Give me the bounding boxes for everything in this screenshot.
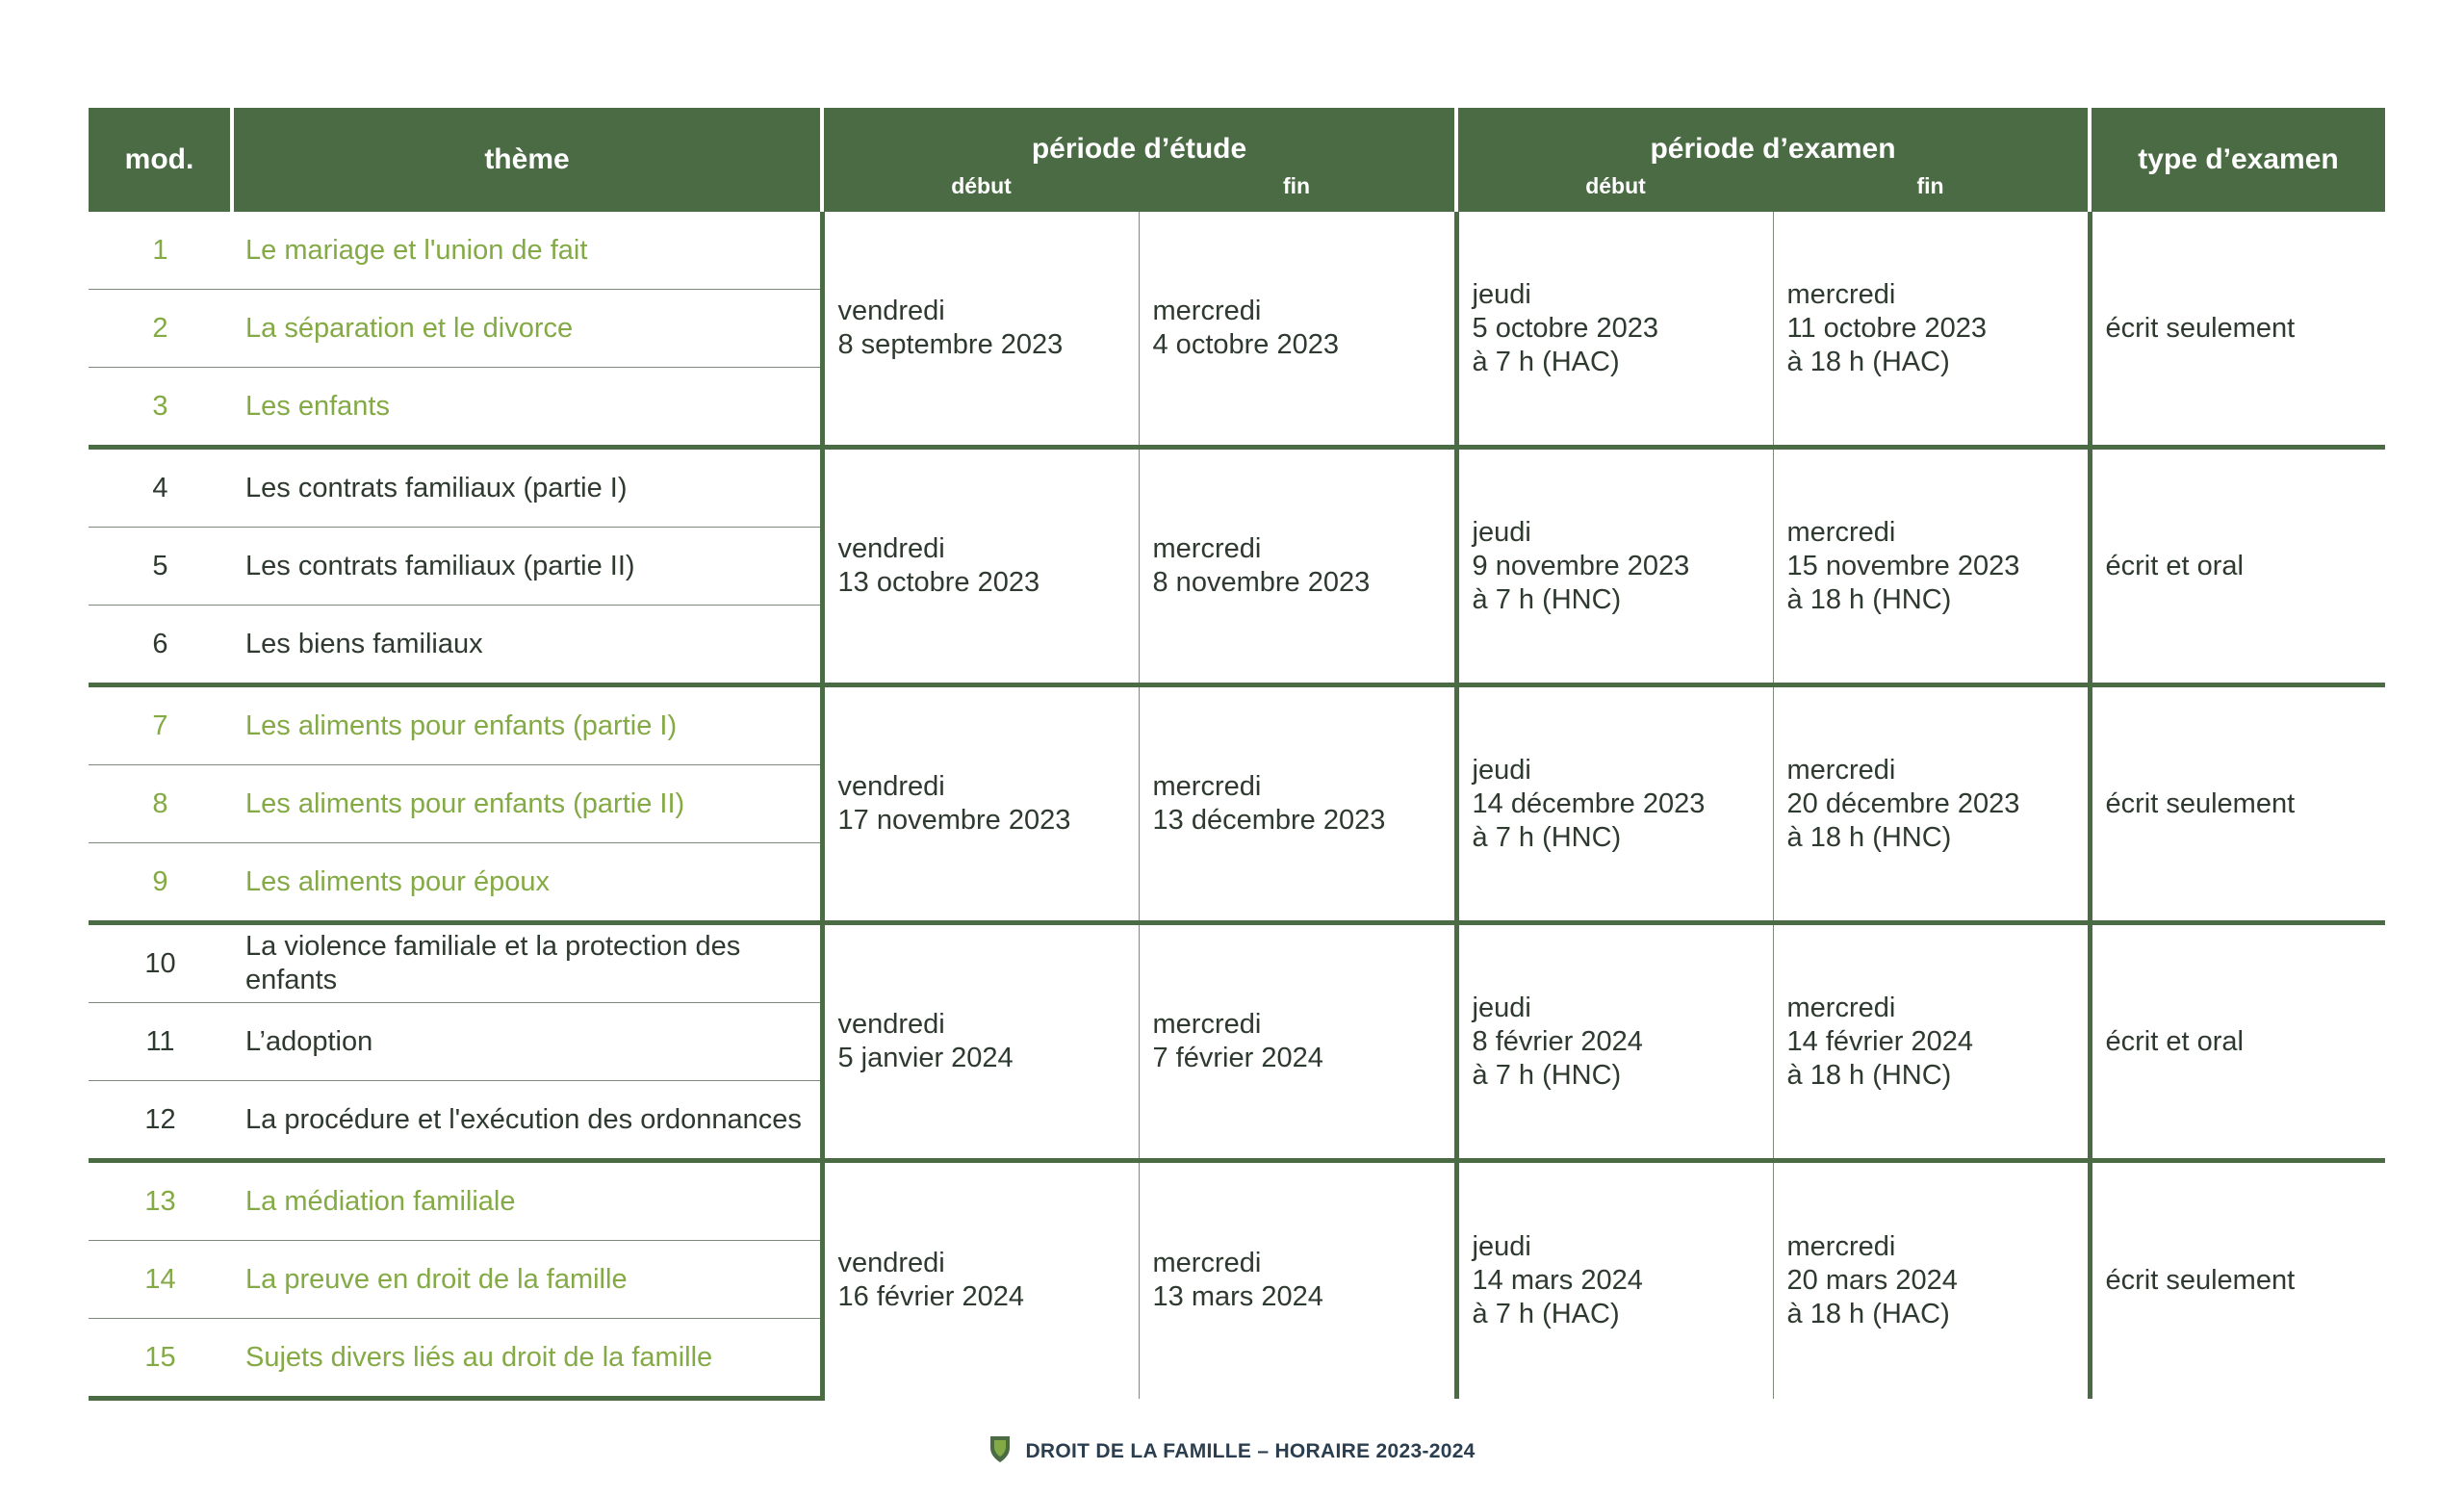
- study-start-date-line: 5 janvier 2024: [837, 1043, 1014, 1073]
- exam-end-date-line: 20 mars 2024: [1786, 1264, 1958, 1296]
- module-number: 5: [89, 528, 232, 606]
- study-start-date-line: 13 octobre 2023: [837, 567, 1040, 598]
- module-theme: Les contrats familiaux (partie II): [232, 528, 822, 606]
- exam-start-date-line: jeudi: [1472, 516, 1531, 548]
- exam-type: écrit et oral: [2090, 448, 2385, 685]
- module-number: 7: [89, 685, 232, 765]
- schedule-body: [89, 212, 2385, 1399]
- module-number: 8: [89, 765, 232, 843]
- study-start-date: [822, 212, 1139, 448]
- study-end-date-line: mercredi: [1152, 1009, 1262, 1040]
- exam-end-date: [1773, 1161, 2090, 1399]
- exam-start-date: [1456, 923, 1773, 1161]
- shield-leaf-icon: [988, 1434, 1012, 1469]
- exam-end-date-line: 20 décembre 2023: [1786, 787, 2020, 819]
- exam-end-date-line: 11 octobre 2023: [1786, 312, 1987, 344]
- study-end-date: [1139, 212, 1456, 448]
- module-number: 4: [89, 448, 232, 528]
- study-start-date: [822, 923, 1139, 1161]
- exam-start-date-line: à 7 h (HNC): [1472, 583, 1622, 615]
- exam-end-date: [1773, 212, 2090, 448]
- exam-start-date-line: 9 novembre 2023: [1472, 550, 1690, 581]
- study-start-date: [822, 448, 1139, 685]
- exam-type: écrit seulement: [2090, 1161, 2385, 1399]
- exam-start-date-line: à 7 h (HAC): [1472, 346, 1620, 377]
- module-number: 12: [89, 1081, 232, 1161]
- table-row: [89, 923, 2385, 1003]
- exam-end-date-line: mercredi: [1786, 1230, 1896, 1262]
- module-number: 1: [152, 234, 168, 266]
- exam-start-date-line: à 7 h (HAC): [1472, 1298, 1620, 1329]
- module-theme: La violence familiale et la protection des enfants: [232, 923, 822, 1003]
- exam-start-date: [1456, 212, 1773, 448]
- schedule-table: [89, 108, 2385, 1401]
- header-study-period: période d’étude: [822, 108, 1456, 171]
- study-end-date-line: mercredi: [1152, 771, 1262, 802]
- exam-end-date-line: mercredi: [1786, 992, 1896, 1023]
- exam-end-date: [1773, 923, 2090, 1161]
- exam-end-date: [1773, 685, 2090, 923]
- table-row: [89, 212, 2385, 290]
- header-exam-end: fin: [1773, 171, 2090, 212]
- module-number: 3: [89, 368, 232, 448]
- study-start-date-line: vendredi: [837, 533, 945, 564]
- exam-start-date: [1456, 1161, 1773, 1399]
- header-theme: thème: [232, 108, 822, 212]
- table-row: [89, 1161, 2385, 1241]
- study-end-date-line: 8 novembre 2023: [1152, 567, 1371, 598]
- exam-start-date-line: à 7 h (HNC): [1472, 821, 1622, 853]
- study-start-date: [822, 1161, 1139, 1399]
- exam-start-date-line: 5 octobre 2023: [1472, 312, 1658, 344]
- study-end-date-line: mercredi: [1152, 296, 1262, 326]
- module-theme: La médiation familiale: [232, 1161, 822, 1241]
- module-number: 13: [89, 1161, 232, 1241]
- exam-start-date-line: jeudi: [1472, 992, 1531, 1023]
- study-end-date-line: 13 décembre 2023: [1152, 805, 1386, 836]
- exam-start-date-line: 8 février 2024: [1472, 1025, 1643, 1057]
- study-end-date: [1139, 685, 1456, 923]
- module-number: 6: [89, 606, 232, 685]
- module-theme: Les aliments pour époux: [232, 843, 822, 923]
- exam-start-date-line: à 7 h (HNC): [1472, 1059, 1622, 1091]
- header-study-start: début: [822, 171, 1139, 212]
- exam-end-date-line: à 18 h (HNC): [1786, 583, 1952, 615]
- module-number: 15: [89, 1319, 232, 1399]
- header-study-end: fin: [1139, 171, 1456, 212]
- exam-start-date-line: jeudi: [1472, 278, 1531, 310]
- footer-title: DROIT DE LA FAMILLE – HORAIRE 2023-2024: [1025, 1440, 1476, 1462]
- exam-end-date-line: à 18 h (HAC): [1786, 346, 1950, 377]
- module-number: 9: [89, 843, 232, 923]
- table-row: [89, 685, 2385, 765]
- exam-start-date: [1456, 685, 1773, 923]
- module-theme: La procédure et l'exécution des ordonnances: [232, 1081, 822, 1161]
- study-start-date-line: vendredi: [837, 771, 945, 802]
- table-row: [89, 448, 2385, 528]
- study-start-date: [822, 685, 1139, 923]
- exam-end-date-line: 14 février 2024: [1786, 1025, 1973, 1057]
- module-theme: La séparation et le divorce: [232, 290, 822, 368]
- study-start-date-line: vendredi: [837, 296, 945, 326]
- exam-type: écrit seulement: [2090, 685, 2385, 923]
- exam-end-date-line: à 18 h (HAC): [1786, 1298, 1950, 1329]
- exam-type: écrit seulement: [2090, 212, 2385, 448]
- module-number: 14: [89, 1241, 232, 1319]
- exam-end-date-line: à 18 h (HNC): [1786, 1059, 1952, 1091]
- module-theme: Sujets divers liés au droit de la famille: [232, 1319, 822, 1399]
- study-end-date-line: 13 mars 2024: [1152, 1281, 1323, 1313]
- exam-start-date-line: jeudi: [1472, 1230, 1531, 1262]
- exam-end-date-line: mercredi: [1786, 754, 1896, 786]
- study-end-date-line: mercredi: [1152, 1248, 1262, 1279]
- study-start-date-line: 8 septembre 2023: [837, 329, 1064, 360]
- exam-end-date: [1773, 448, 2090, 685]
- exam-start-date-line: 14 mars 2024: [1472, 1264, 1643, 1296]
- module-theme: Les enfants: [232, 368, 822, 448]
- study-start-date-line: vendredi: [837, 1009, 945, 1040]
- study-end-date-line: 7 février 2024: [1152, 1043, 1323, 1073]
- exam-start-date: [1456, 448, 1773, 685]
- exam-end-date-line: à 18 h (HNC): [1786, 821, 1952, 853]
- module-theme: Les contrats familiaux (partie I): [232, 448, 822, 528]
- exam-end-date-line: mercredi: [1786, 278, 1896, 310]
- module-theme: Les aliments pour enfants (partie II): [232, 765, 822, 843]
- study-end-date: [1139, 1161, 1456, 1399]
- exam-end-date-line: 15 novembre 2023: [1786, 550, 2020, 581]
- study-start-date-line: 16 février 2024: [837, 1281, 1024, 1313]
- exam-start-date-line: 14 décembre 2023: [1472, 787, 1706, 819]
- module-theme: Le mariage et l'union de fait: [245, 234, 588, 266]
- study-end-date: [1139, 923, 1456, 1161]
- header-mod: mod.: [89, 108, 232, 212]
- header-exam-period: période d’examen: [1456, 108, 2090, 171]
- exam-type: écrit et oral: [2090, 923, 2385, 1161]
- study-end-date: [1139, 448, 1456, 685]
- module-number: 11: [89, 1003, 232, 1081]
- module-theme: L’adoption: [232, 1003, 822, 1081]
- page-footer: [0, 1434, 2464, 1469]
- module-theme: Les biens familiaux: [232, 606, 822, 685]
- study-start-date-line: vendredi: [837, 1248, 945, 1279]
- module-number: 10: [89, 923, 232, 1003]
- module-theme: Les aliments pour enfants (partie I): [232, 685, 822, 765]
- study-end-date-line: mercredi: [1152, 533, 1262, 564]
- study-start-date-line: 17 novembre 2023: [837, 805, 1071, 836]
- module-number: 2: [89, 290, 232, 368]
- header-exam-type: type d’examen: [2090, 108, 2385, 212]
- header-exam-start: début: [1456, 171, 1773, 212]
- exam-start-date-line: jeudi: [1472, 754, 1531, 786]
- study-end-date-line: 4 octobre 2023: [1152, 329, 1339, 360]
- module-theme: La preuve en droit de la famille: [232, 1241, 822, 1319]
- exam-end-date-line: mercredi: [1786, 516, 1896, 548]
